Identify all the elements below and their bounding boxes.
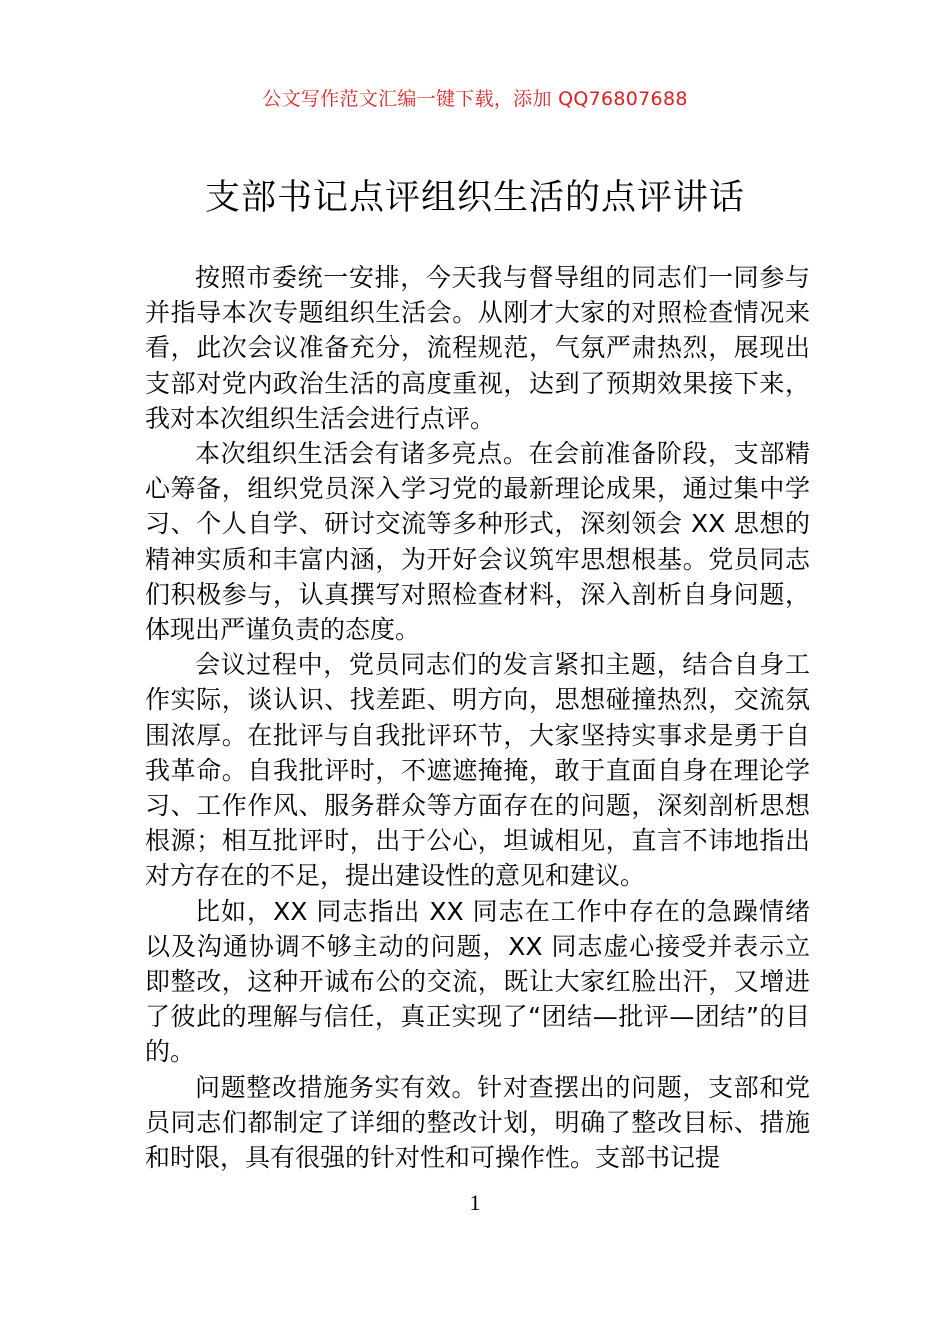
paragraph-2: 本次组织生活会有诸多亮点。在会前准备阶段，支部精心筹备，组织党员深入学习党的最新理论成果，通过集中学习、个人自学、研讨交流等多种形式，深刻领会 XX 思想的精神实质和丰富内涵，为开好会议筑牢思想根基。党员同志们积极参与，认真撰写对照检查材料，深入剖析自身问题，体现出严谨负责的态度。 bbox=[145, 439, 810, 645]
document-title: 支部书记点评组织生活的点评讲话 bbox=[204, 178, 745, 218]
paragraph-1: 按照市委统一安排，今天我与督导组的同志们一同参与并指导本次专题组织生活会。从刚才大家的对照检查情况来看，此次会议准备充分，流程规范，气氛严肃热烈，展现出支部对党内政治生活的高度重视，达到了预期效果接下来，我对本次组织生活会进行点评。 bbox=[145, 263, 810, 433]
paragraph-5: 问题整改措施务实有效。针对查摆出的问题，支部和党员同志们都制定了详细的整改计划，明确了整改目标、措施和时限，具有很强的针对性和可操作性。支部书记提 bbox=[145, 1072, 810, 1173]
document-body bbox=[145, 260, 810, 1175]
page-number: 1 bbox=[469, 1190, 481, 1215]
download-notice: 公文写作范文汇编一键下载，添加 QQ76807688 bbox=[262, 88, 688, 110]
paragraph-4: 比如，XX 同志指出 XX 同志在工作中存在的急躁情绪以及沟通协调不够主动的问题，XX 同志虚心接受并表示立即整改，这种开诚布公的交流，既让大家红脸出汗，又增进了彼此的理解与信任，真正实现了“团结—批评—团结”的目的。 bbox=[145, 896, 810, 1067]
paragraph-3: 会议过程中，党员同志们的发言紧扣主题，结合自身工作实际，谈认识、找差距、明方向，思想碰撞热烈，交流氛围浓厚。在批评与自我批评环节，大家坚持实事求是勇于自我革命。自我批评时，不遮遮掩掩，敢于直面自身在理论学习、工作作风、服务群众等方面存在的问题，深刻剖析思想根源；相互批评时，出于公心，坦诚相见，直言不讳地指出对方存在的不足，提出建设性的意见和建议。 bbox=[145, 650, 810, 891]
